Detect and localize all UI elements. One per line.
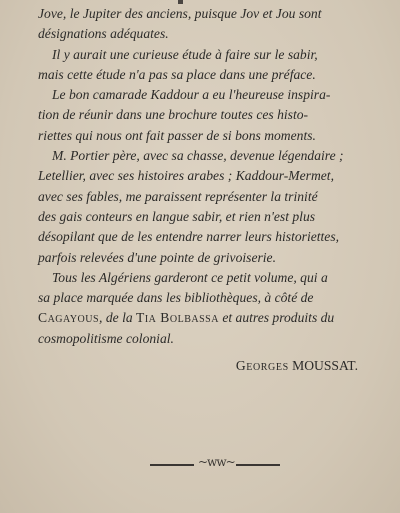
ornamental-divider bbox=[150, 455, 280, 469]
divider-ornament: ~ww~ bbox=[198, 455, 235, 469]
text-line: des gais conteurs en langue sabir, et rien n'est plus bbox=[38, 208, 316, 224]
text-fragment: , de la bbox=[99, 310, 137, 326]
signature bbox=[236, 358, 358, 374]
text-line: parfois relevées d'une pointe de grivoiserie. bbox=[38, 249, 276, 265]
divider-rule-right bbox=[236, 464, 280, 466]
text-line: désopilant que de les entendre narrer leurs historiettes, bbox=[38, 229, 340, 245]
text-line: mais cette étude n'a pas sa place dans une préface. bbox=[38, 66, 316, 82]
text-line: M. Portier père, avec sa chasse, devenue légendaire ; bbox=[52, 148, 344, 164]
title-tia-bolbassa: Tia Bolbassa bbox=[136, 310, 219, 326]
text-line: Tous les Algériens garderont ce petit volume, qui a bbox=[52, 269, 328, 285]
preface-text bbox=[38, 4, 362, 349]
text-line: Letellier, avec ses histoires arabes ; Kaddour-Mermet, bbox=[38, 168, 334, 184]
text-line: Le bon camarade Kaddour a eu l'heureuse inspira- bbox=[52, 87, 331, 103]
text-line: riettes qui nous ont fait passer de si bons moments. bbox=[38, 127, 316, 143]
title-cagayous: Cagayous bbox=[38, 310, 100, 326]
text-line: Il y aurait une curieuse étude à faire sur le sabir, bbox=[52, 46, 318, 62]
text-line: tion de réunir dans une brochure toutes ces histo- bbox=[38, 107, 309, 123]
divider-rule-left bbox=[150, 464, 194, 466]
text-line: avec ses fables, me paraissent représenter la trinité bbox=[38, 188, 318, 204]
signature-first-name: Georges bbox=[235, 358, 289, 373]
text-line: Jove, le Jupiter des anciens, puisque Jov et Jou sont bbox=[38, 6, 322, 21]
signature-last-name: MOUSSAT. bbox=[292, 358, 358, 373]
text-line bbox=[38, 308, 362, 328]
text-line: sa place marquée dans les bibliothèques, à côté de bbox=[38, 290, 314, 306]
text-line: désignations adéquates. bbox=[38, 26, 169, 42]
text-line: cosmopolitisme colonial. bbox=[38, 330, 174, 346]
text-fragment: et autres produits du bbox=[218, 310, 335, 326]
